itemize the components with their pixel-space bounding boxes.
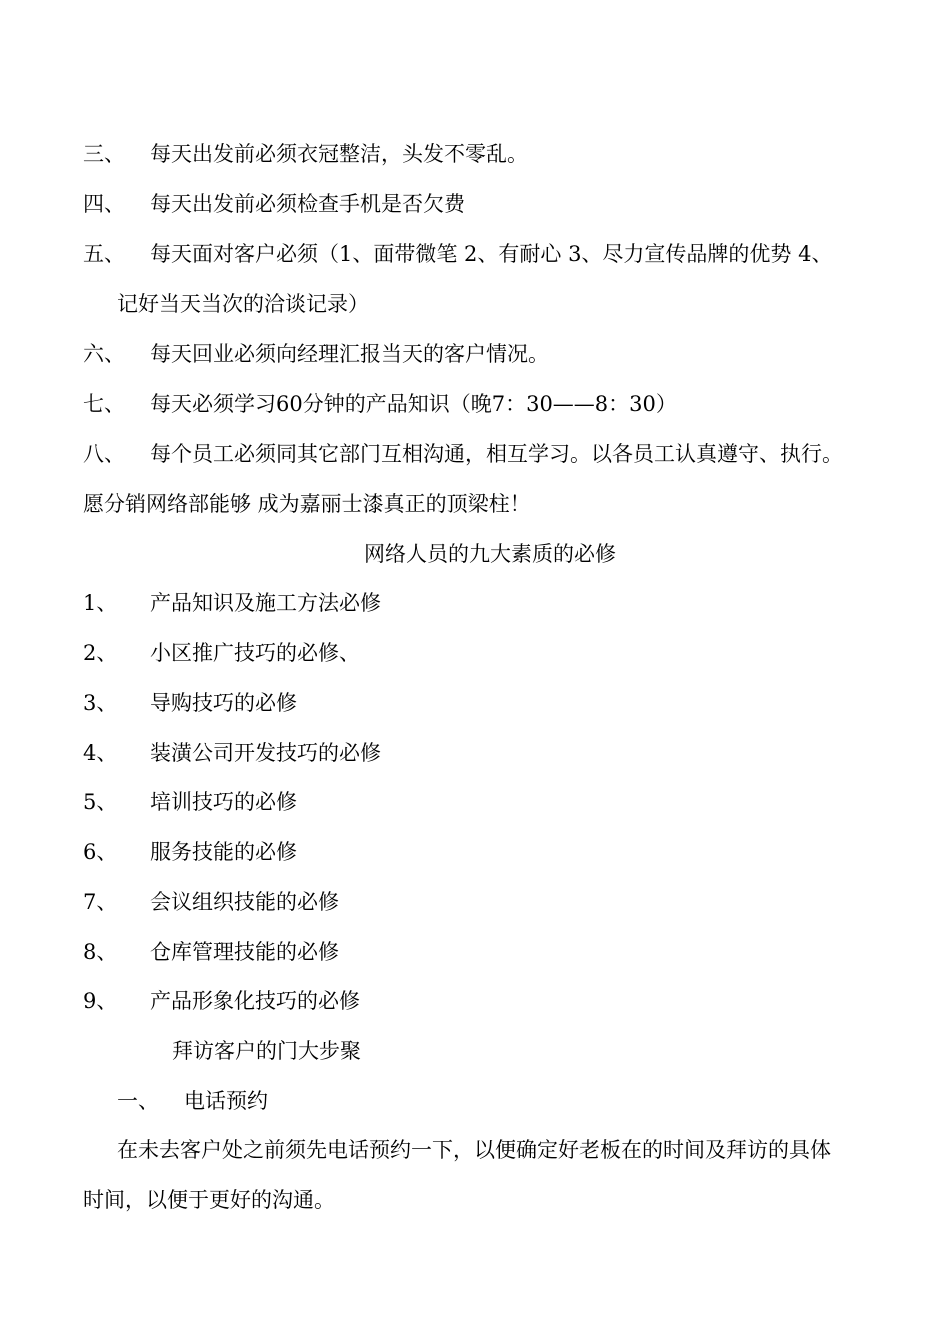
quality-text: 培训技巧的必修	[150, 790, 297, 814]
quality-number: 9、	[83, 989, 118, 1013]
quality-number: 5、	[83, 790, 118, 814]
quality-text: 产品形象化技巧的必修	[150, 989, 360, 1013]
quality-text: 装潢公司开发技巧的必修	[150, 741, 381, 765]
quality-text: 会议组织技能的必修	[150, 890, 339, 914]
closing-statement: 愿分销网络部能够 成为嘉丽士漆真正的顶梁柱！	[83, 492, 531, 516]
quality-number: 8、	[83, 940, 118, 964]
visit-step-text: 电话预约	[184, 1089, 268, 1113]
quality-text: 服务技能的必修	[150, 840, 297, 864]
rule-number: 六、	[83, 342, 125, 366]
visit-paragraph-line: 在未去客户处之前须先电话预约一下，以便确定好老板在的时间及拜访的具体	[117, 1138, 831, 1162]
rule-continuation: 记好当天当次的洽谈记录）	[117, 292, 369, 316]
rule-text: 每天必须学习60分钟的产品知识（晚7：30——8：30）	[150, 392, 677, 416]
visit-step-number: 一、	[117, 1089, 159, 1113]
rule-text: 每天出发前必须衣冠整洁，头发不零乱。	[150, 142, 528, 166]
rule-number: 四、	[83, 192, 125, 216]
quality-number: 4、	[83, 741, 118, 765]
visit-title: 拜访客户的门大步聚	[172, 1039, 361, 1063]
rule-text: 每天面对客户必须（1、面带微笔 2、有耐心 3、尽力宣传品牌的优势 4、	[150, 242, 833, 266]
quality-number: 2、	[83, 641, 118, 665]
quality-number: 1、	[83, 591, 118, 615]
quality-number: 7、	[83, 890, 118, 914]
quality-text: 导购技巧的必修	[150, 691, 297, 715]
quality-number: 3、	[83, 691, 118, 715]
rule-text: 每个员工必须同其它部门互相沟通，相互学习。以各员工认真遵守、执行。	[150, 442, 843, 466]
quality-text: 仓库管理技能的必修	[150, 940, 339, 964]
rule-text: 每天回业必须向经理汇报当天的客户情况。	[150, 342, 549, 366]
quality-text: 产品知识及施工方法必修	[150, 591, 381, 615]
quality-text: 小区推广技巧的必修、	[150, 641, 360, 665]
rule-number: 八、	[83, 442, 125, 466]
rule-text: 每天出发前必须检查手机是否欠费	[150, 192, 465, 216]
rule-number: 五、	[83, 242, 125, 266]
visit-paragraph-line: 时间，以便于更好的沟通。	[83, 1188, 335, 1212]
rule-number: 三、	[83, 142, 125, 166]
qualities-title: 网络人员的九大素质的必修	[364, 542, 616, 566]
rule-number: 七、	[83, 392, 125, 416]
quality-number: 6、	[83, 840, 118, 864]
